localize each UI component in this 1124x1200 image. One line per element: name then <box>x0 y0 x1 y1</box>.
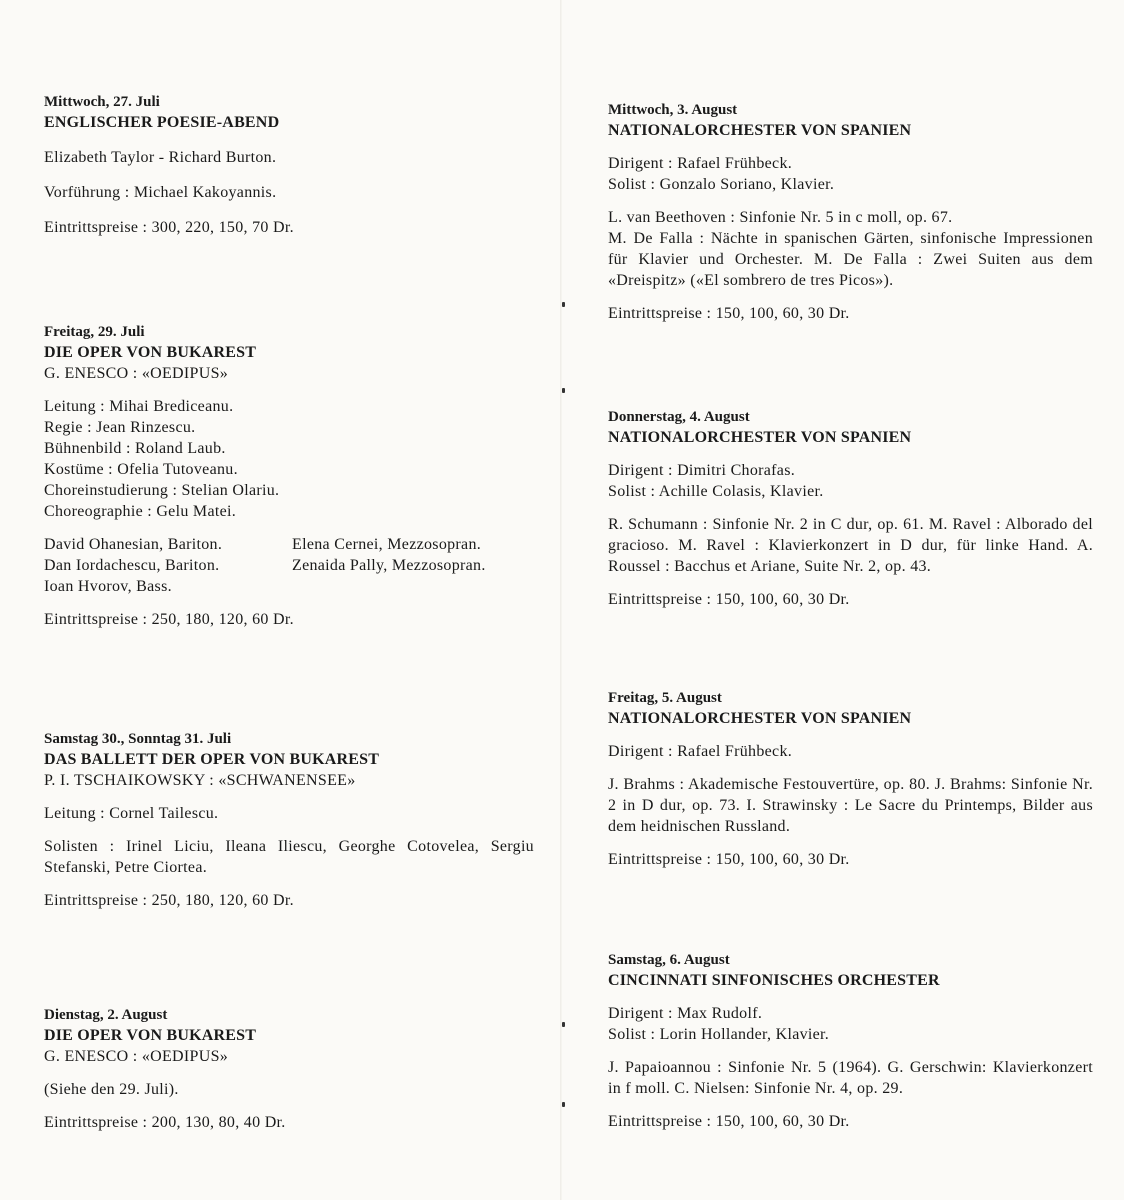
cast-member: Zenaida Pally, Mezzosopran. <box>292 557 486 574</box>
event-4-august <box>608 407 1093 610</box>
event-6-august <box>608 950 1093 1132</box>
solisten: Solisten : Irinel Liciu, Ileana Iliescu, Georghe Cotovelea, Sergiu Stefanski, Petre Ciortea. <box>44 838 534 876</box>
binding-mark <box>562 302 565 307</box>
prices: Eintrittspreise : 150, 100, 60, 30 Dr. <box>608 591 850 608</box>
cast-member: Elena Cernei, Mezzosopran. <box>292 536 482 553</box>
event-work: G. ENESCO : «OEDIPUS» <box>44 1048 229 1065</box>
credit-line: Choreographie : Gelu Matei. <box>44 503 237 520</box>
event-27-juli <box>44 92 534 238</box>
cast-member: Ioan Hvorov, Bass. <box>44 578 172 595</box>
binding-mark <box>562 1102 565 1107</box>
event-date: Samstag 30., Sonntag 31. Juli <box>44 731 232 747</box>
prices: Eintrittspreise : 250, 180, 120, 60 Dr. <box>44 892 294 909</box>
event-title: DIE OPER VON BUKAREST <box>44 344 257 361</box>
page-fold <box>560 0 562 1200</box>
presentation: Vorführung : Michael Kakoyannis. <box>44 184 277 201</box>
program: R. Schumann : Sinfonie Nr. 2 in C dur, op. 61. M. Ravel : Alborado del gracioso. M. Ravel : Klavierkonzert in D dur, für linke Hand. A. Roussel : Bacchus et Ariane, Suite Nr. 2, op. 43. <box>608 516 1093 575</box>
leitung: Leitung : Cornel Tailescu. <box>44 805 219 822</box>
solist: Solist : Gonzalo Soriano, Klavier. <box>608 176 835 193</box>
event-date: Donnerstag, 4. August <box>608 409 750 425</box>
event-date: Mittwoch, 3. August <box>608 102 738 118</box>
binding-mark <box>562 388 565 393</box>
credit-line: Kostüme : Ofelia Tutoveanu. <box>44 461 238 478</box>
event-title: NATIONALORCHESTER VON SPANIEN <box>608 122 912 139</box>
event-date: Freitag, 5. August <box>608 690 722 706</box>
prices: Eintrittspreise : 150, 100, 60, 30 Dr. <box>608 851 850 868</box>
solist: Solist : Lorin Hollander, Klavier. <box>608 1026 830 1043</box>
event-5-august <box>608 688 1093 870</box>
credit-line: Bühnenbild : Roland Laub. <box>44 440 226 457</box>
event-title: CINCINNATI SINFONISCHES ORCHESTER <box>608 972 940 989</box>
event-title: ENGLISCHER POESIE-ABEND <box>44 114 280 131</box>
prices: Eintrittspreise : 250, 180, 120, 60 Dr. <box>44 611 294 628</box>
prices: Eintrittspreise : 150, 100, 60, 30 Dr. <box>608 305 850 322</box>
cast-member: David Ohanesian, Bariton. <box>44 536 223 553</box>
program-line: L. van Beethoven : Sinfonie Nr. 5 in c moll, op. 67. <box>608 209 953 226</box>
credit-line: Choreinstudierung : Stelian Olariu. <box>44 482 280 499</box>
prices: Eintrittspreise : 150, 100, 60, 30 Dr. <box>608 1113 850 1130</box>
event-29-juli <box>44 322 534 630</box>
credits-list <box>44 396 534 522</box>
event-date: Freitag, 29. Juli <box>44 324 145 340</box>
credit-line: Leitung : Mihai Brediceanu. <box>44 398 234 415</box>
event-30-31-juli <box>44 729 534 911</box>
event-2-august <box>44 1005 534 1133</box>
event-date: Mittwoch, 27. Juli <box>44 94 160 110</box>
solist: Solist : Achille Colasis, Klavier. <box>608 483 824 500</box>
cast-member <box>292 576 534 597</box>
performers: Elizabeth Taylor - Richard Burton. <box>44 149 277 166</box>
event-title: NATIONALORCHESTER VON SPANIEN <box>608 429 912 446</box>
cast-list <box>44 534 534 597</box>
event-title: NATIONALORCHESTER VON SPANIEN <box>608 710 912 727</box>
event-title: DIE OPER VON BUKAREST <box>44 1027 257 1044</box>
dirigent: Dirigent : Max Rudolf. <box>608 1005 763 1022</box>
event-title: DAS BALLETT DER OPER VON BUKAREST <box>44 751 380 768</box>
cast-member: Dan Iordachescu, Bariton. <box>44 557 220 574</box>
binding-mark <box>562 1022 565 1027</box>
credit-line: Regie : Jean Rinzescu. <box>44 419 196 436</box>
program: J. Papaioannou : Sinfonie Nr. 5 (1964). G. Gerschwin: Klavierkonzert in f moll. C. Nielsen: Sinfonie Nr. 4, op. 29. <box>608 1059 1093 1097</box>
event-date: Dienstag, 2. August <box>44 1007 168 1023</box>
program: J. Brahms : Akademische Festouvertüre, op. 80. J. Brahms: Sinfonie Nr. 2 in D dur, op. 73. I. Strawinsky : Le Sacre du Printemps, Bilder aus dem heidnischen Russland. <box>608 776 1093 835</box>
event-work: G. ENESCO : «OEDIPUS» <box>44 365 229 382</box>
dirigent: Dirigent : Rafael Frühbeck. <box>608 743 793 760</box>
program-line: M. De Falla : Nächte in spanischen Gärten, sinfonische Impressionen für Klavier und Orchester. M. De Falla : Zwei Suiten aus dem «Dreispitz» («El sombrero de tres Picos»). <box>608 230 1093 289</box>
event-3-august <box>608 100 1093 324</box>
prices: Eintrittspreise : 300, 220, 150, 70 Dr. <box>44 219 294 236</box>
prices: Eintrittspreise : 200, 130, 80, 40 Dr. <box>44 1114 286 1131</box>
note: (Siehe den 29. Juli). <box>44 1081 179 1098</box>
dirigent: Dirigent : Rafael Frühbeck. <box>608 155 793 172</box>
dirigent: Dirigent : Dimitri Chorafas. <box>608 462 796 479</box>
event-work: P. I. TSCHAIKOWSKY : «SCHWANENSEE» <box>44 772 356 789</box>
event-date: Samstag, 6. August <box>608 952 730 968</box>
